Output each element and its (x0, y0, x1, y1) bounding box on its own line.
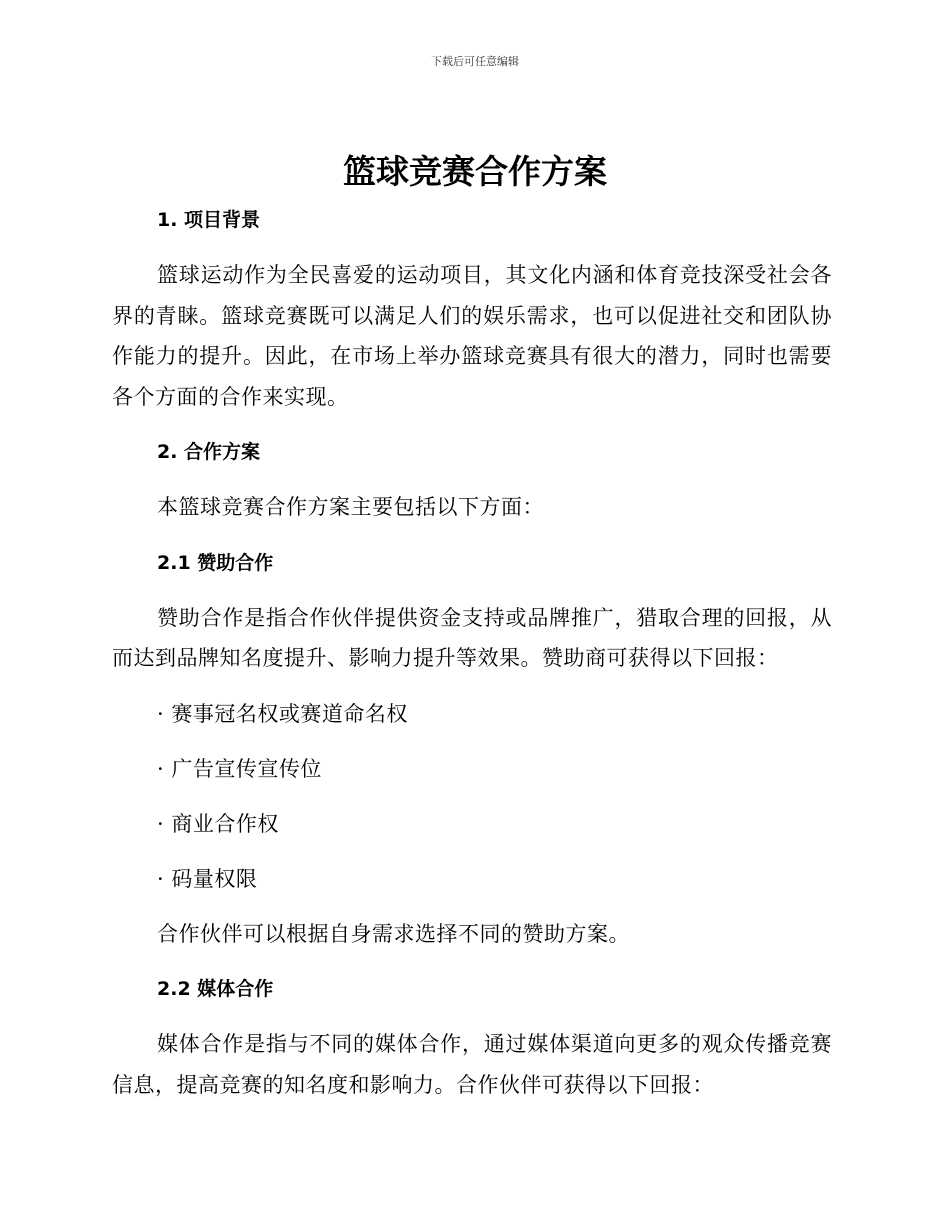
paragraph-sponsorship-closing: 合作伙伴可以根据自身需求选择不同的赞助方案。 (157, 921, 630, 946)
document-body (112, 200, 832, 1105)
section-heading-project-background: 1. 项目背景 (157, 209, 261, 231)
paragraph-cooperation-plan: 本篮球竞赛合作方案主要包括以下方面： (157, 495, 544, 519)
paragraph-sponsorship: 赞助合作是指合作伙伴提供资金支持或品牌推广，猎取合理的回报，从而达到品牌知名度提升、影响力提升等效果。赞助商可获得以下回报： (112, 605, 832, 670)
header-note: 下载后可任意编辑 (431, 55, 519, 68)
section-heading-cooperation-plan: 2. 合作方案 (157, 441, 261, 463)
section-heading-media-cooperation: 2.2 媒体合作 (157, 978, 274, 1000)
list-item: · 码量权限 (157, 866, 258, 891)
list-item: · 商业合作权 (157, 811, 279, 836)
list-item: · 广告宣传宣传位 (157, 756, 322, 781)
paragraph-media-cooperation: 媒体合作是指与不同的媒体合作，通过媒体渠道向更多的观众传播竞赛信息，提高竞赛的知名度和影响力。合作伙伴可获得以下回报： (112, 1032, 832, 1097)
document-title: 篮球竞赛合作方案 (343, 152, 607, 191)
section-heading-sponsorship: 2.1 赞助合作 (157, 551, 274, 574)
list-item: · 赛事冠名权或赛道命名权 (157, 701, 408, 726)
paragraph-project-background: 篮球运动作为全民喜爱的运动项目，其文化内涵和体育竞技深受社会各界的青睐。篮球竞赛既可以满足人们的娱乐需求，也可以促进社交和团队协作能力的提升。因此，在市场上举办篮球竞赛具有很大的潜力，同时也需要各个方面的合作来实现。 (112, 263, 832, 409)
